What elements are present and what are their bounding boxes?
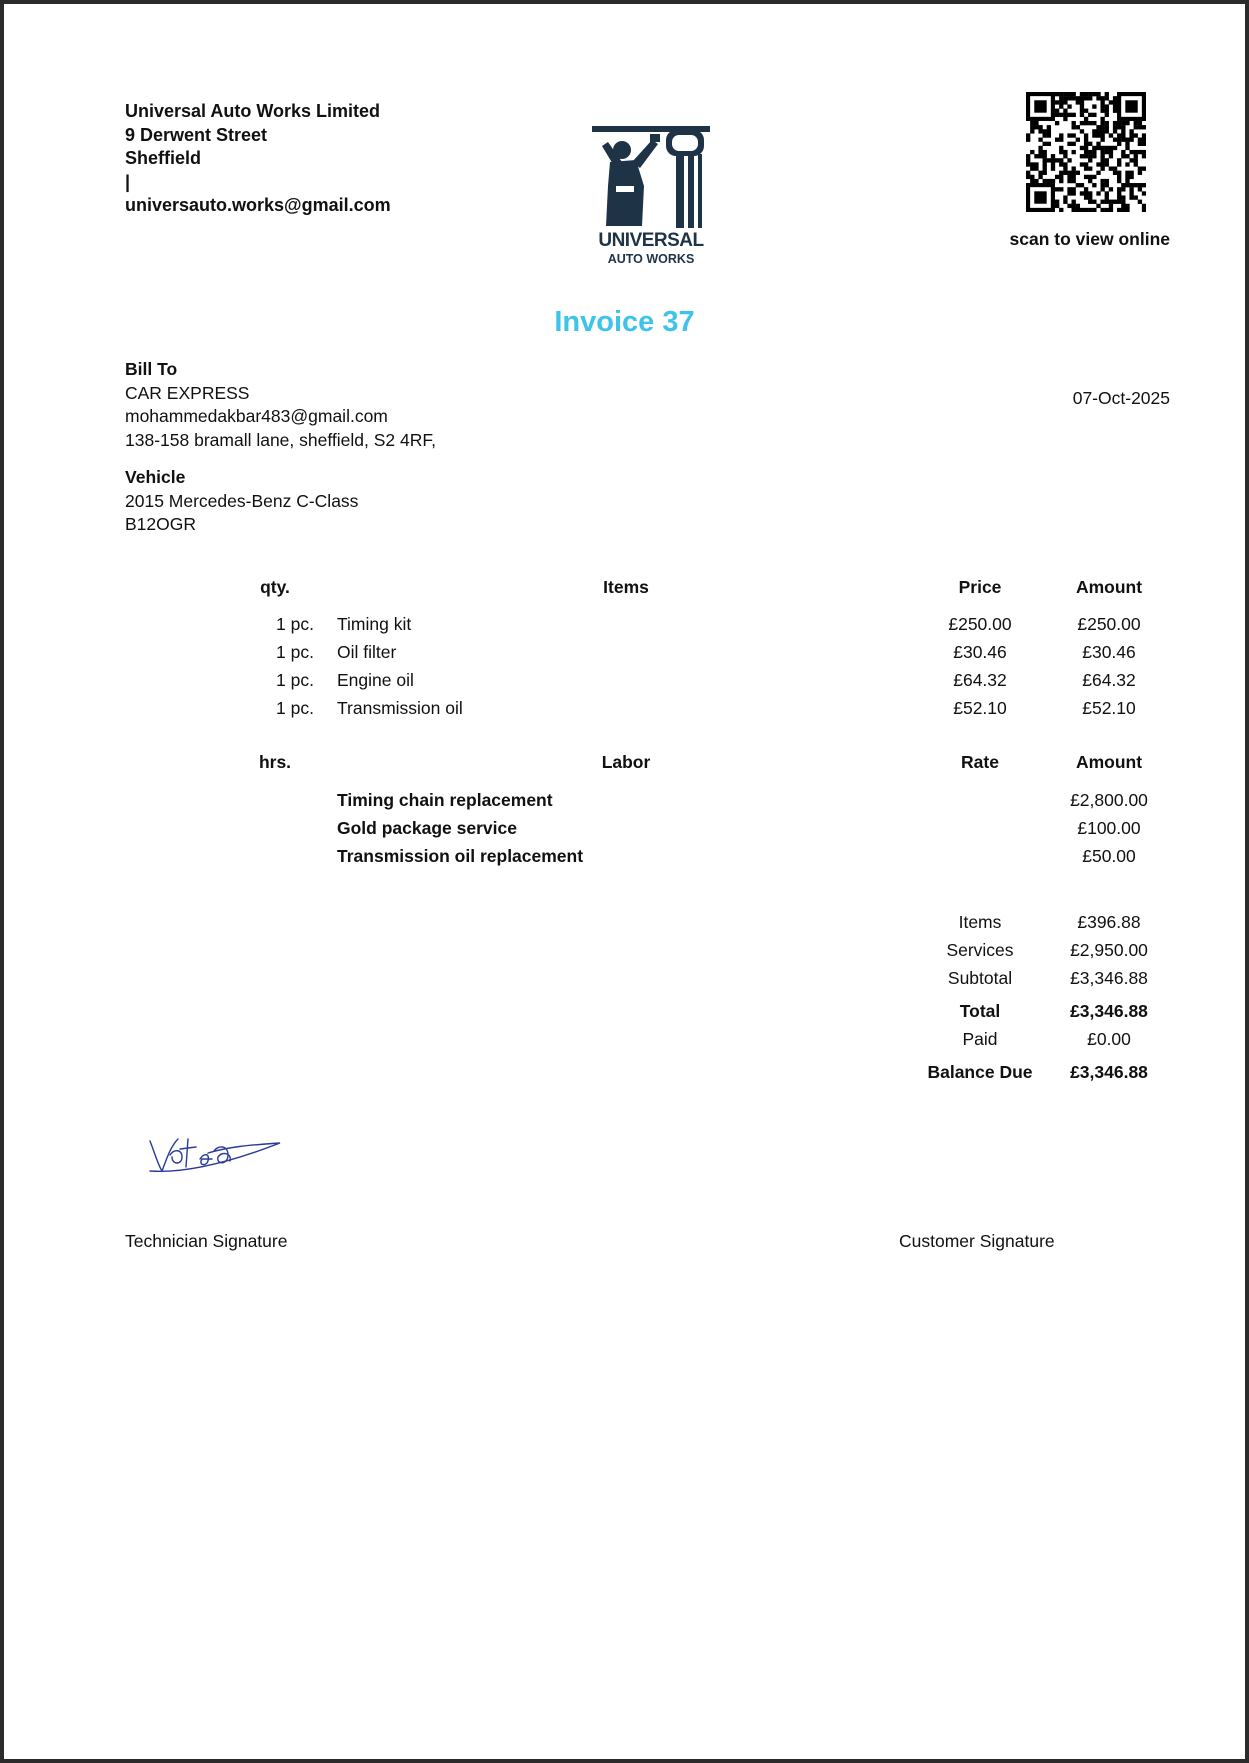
totals-services-label: Services (946, 940, 1014, 960)
bill-to-email: mohammedakbar483@gmail.com (125, 406, 388, 426)
company-name: Universal Auto Works Limited (125, 101, 381, 121)
company-line4: | (125, 171, 131, 192)
items-header-qty: qty. (260, 577, 290, 597)
totals-balance-label: Balance Due (927, 1062, 1033, 1082)
labor-name: Timing chain replacement (337, 790, 553, 810)
labor-amount: £2,800.00 (1070, 790, 1148, 810)
company-street: 9 Derwent Street (125, 124, 268, 145)
qr-code-icon (1026, 92, 1146, 212)
labor-name: Gold package service (337, 818, 517, 838)
bill-to-name: CAR EXPRESS (125, 382, 250, 403)
totals-subtotal-value: £3,346.88 (1070, 968, 1148, 988)
item-price: £64.32 (953, 670, 1007, 690)
item-qty: 1 pc. (276, 614, 314, 634)
labor-header-hrs: hrs. (258, 752, 292, 772)
item-amount: £52.10 (1082, 698, 1136, 718)
item-name: Timing kit (337, 614, 412, 634)
invoice-date: 07-Oct-2025 (1072, 388, 1170, 408)
labor-amount: £50.00 (1082, 846, 1136, 866)
labor-name: Transmission oil replacement (337, 846, 584, 866)
item-qty: 1 pc. (276, 698, 314, 718)
bill-to-heading: Bill To (125, 359, 178, 379)
company-logo (592, 126, 710, 266)
vehicle-info (125, 466, 358, 537)
totals-total-label: Total (959, 1001, 1001, 1021)
item-amount: £64.32 (1082, 670, 1136, 690)
item-qty: 1 pc. (276, 642, 314, 662)
items-header-items: Items (603, 577, 649, 597)
item-name: Engine oil (337, 670, 414, 690)
company-city: Sheffield (125, 148, 202, 168)
vehicle-plate: B12OGR (125, 514, 196, 534)
mechanic-logo-icon (592, 126, 710, 230)
labor-header-labor: Labor (601, 752, 651, 772)
totals-services-value: £2,950.00 (1070, 940, 1148, 960)
invoice-title: Invoice 37 (554, 306, 695, 338)
totals-items-value: £396.88 (1077, 912, 1141, 932)
bill-to (125, 358, 436, 452)
vehicle-model: 2015 Mercedes-Benz C-Class (125, 490, 359, 511)
item-qty: 1 pc. (276, 670, 314, 690)
logo-line1: UNIVERSAL (598, 230, 704, 251)
item-price: £250.00 (948, 614, 1012, 634)
vehicle-heading: Vehicle (125, 467, 186, 487)
item-name: Oil filter (337, 642, 397, 662)
item-amount: £30.46 (1082, 642, 1136, 662)
labor-header-amount: Amount (1075, 752, 1143, 772)
totals-subtotal-label: Subtotal (947, 968, 1013, 988)
bill-to-address: 138-158 bramall lane, sheffield, S2 4RF, (125, 429, 436, 450)
labor-amount: £100.00 (1077, 818, 1141, 838)
company-info (125, 100, 391, 218)
company-email: universauto.works@gmail.com (125, 195, 391, 215)
technician-signature-label: Technician Signature (125, 1231, 288, 1251)
technician-signature-image (148, 1131, 283, 1181)
item-price: £30.46 (953, 642, 1007, 662)
item-amount: £250.00 (1077, 614, 1141, 634)
items-header-amount: Amount (1075, 577, 1143, 597)
item-price: £52.10 (953, 698, 1007, 718)
totals-paid-value: £0.00 (1087, 1029, 1131, 1049)
item-name: Transmission oil (337, 698, 463, 718)
labor-header-rate: Rate (961, 752, 999, 772)
qr-code[interactable] (1026, 92, 1146, 212)
qr-label: scan to view online (1009, 229, 1170, 249)
items-header-price: Price (958, 577, 1002, 597)
totals-total-value: £3,346.88 (1070, 1001, 1148, 1021)
logo-line2: AUTO WORKS (607, 252, 695, 266)
totals-balance-value: £3,346.88 (1070, 1062, 1148, 1082)
totals-paid-label: Paid (962, 1029, 998, 1049)
totals-items-label: Items (958, 912, 1002, 932)
customer-signature-label: Customer Signature (899, 1231, 1055, 1251)
